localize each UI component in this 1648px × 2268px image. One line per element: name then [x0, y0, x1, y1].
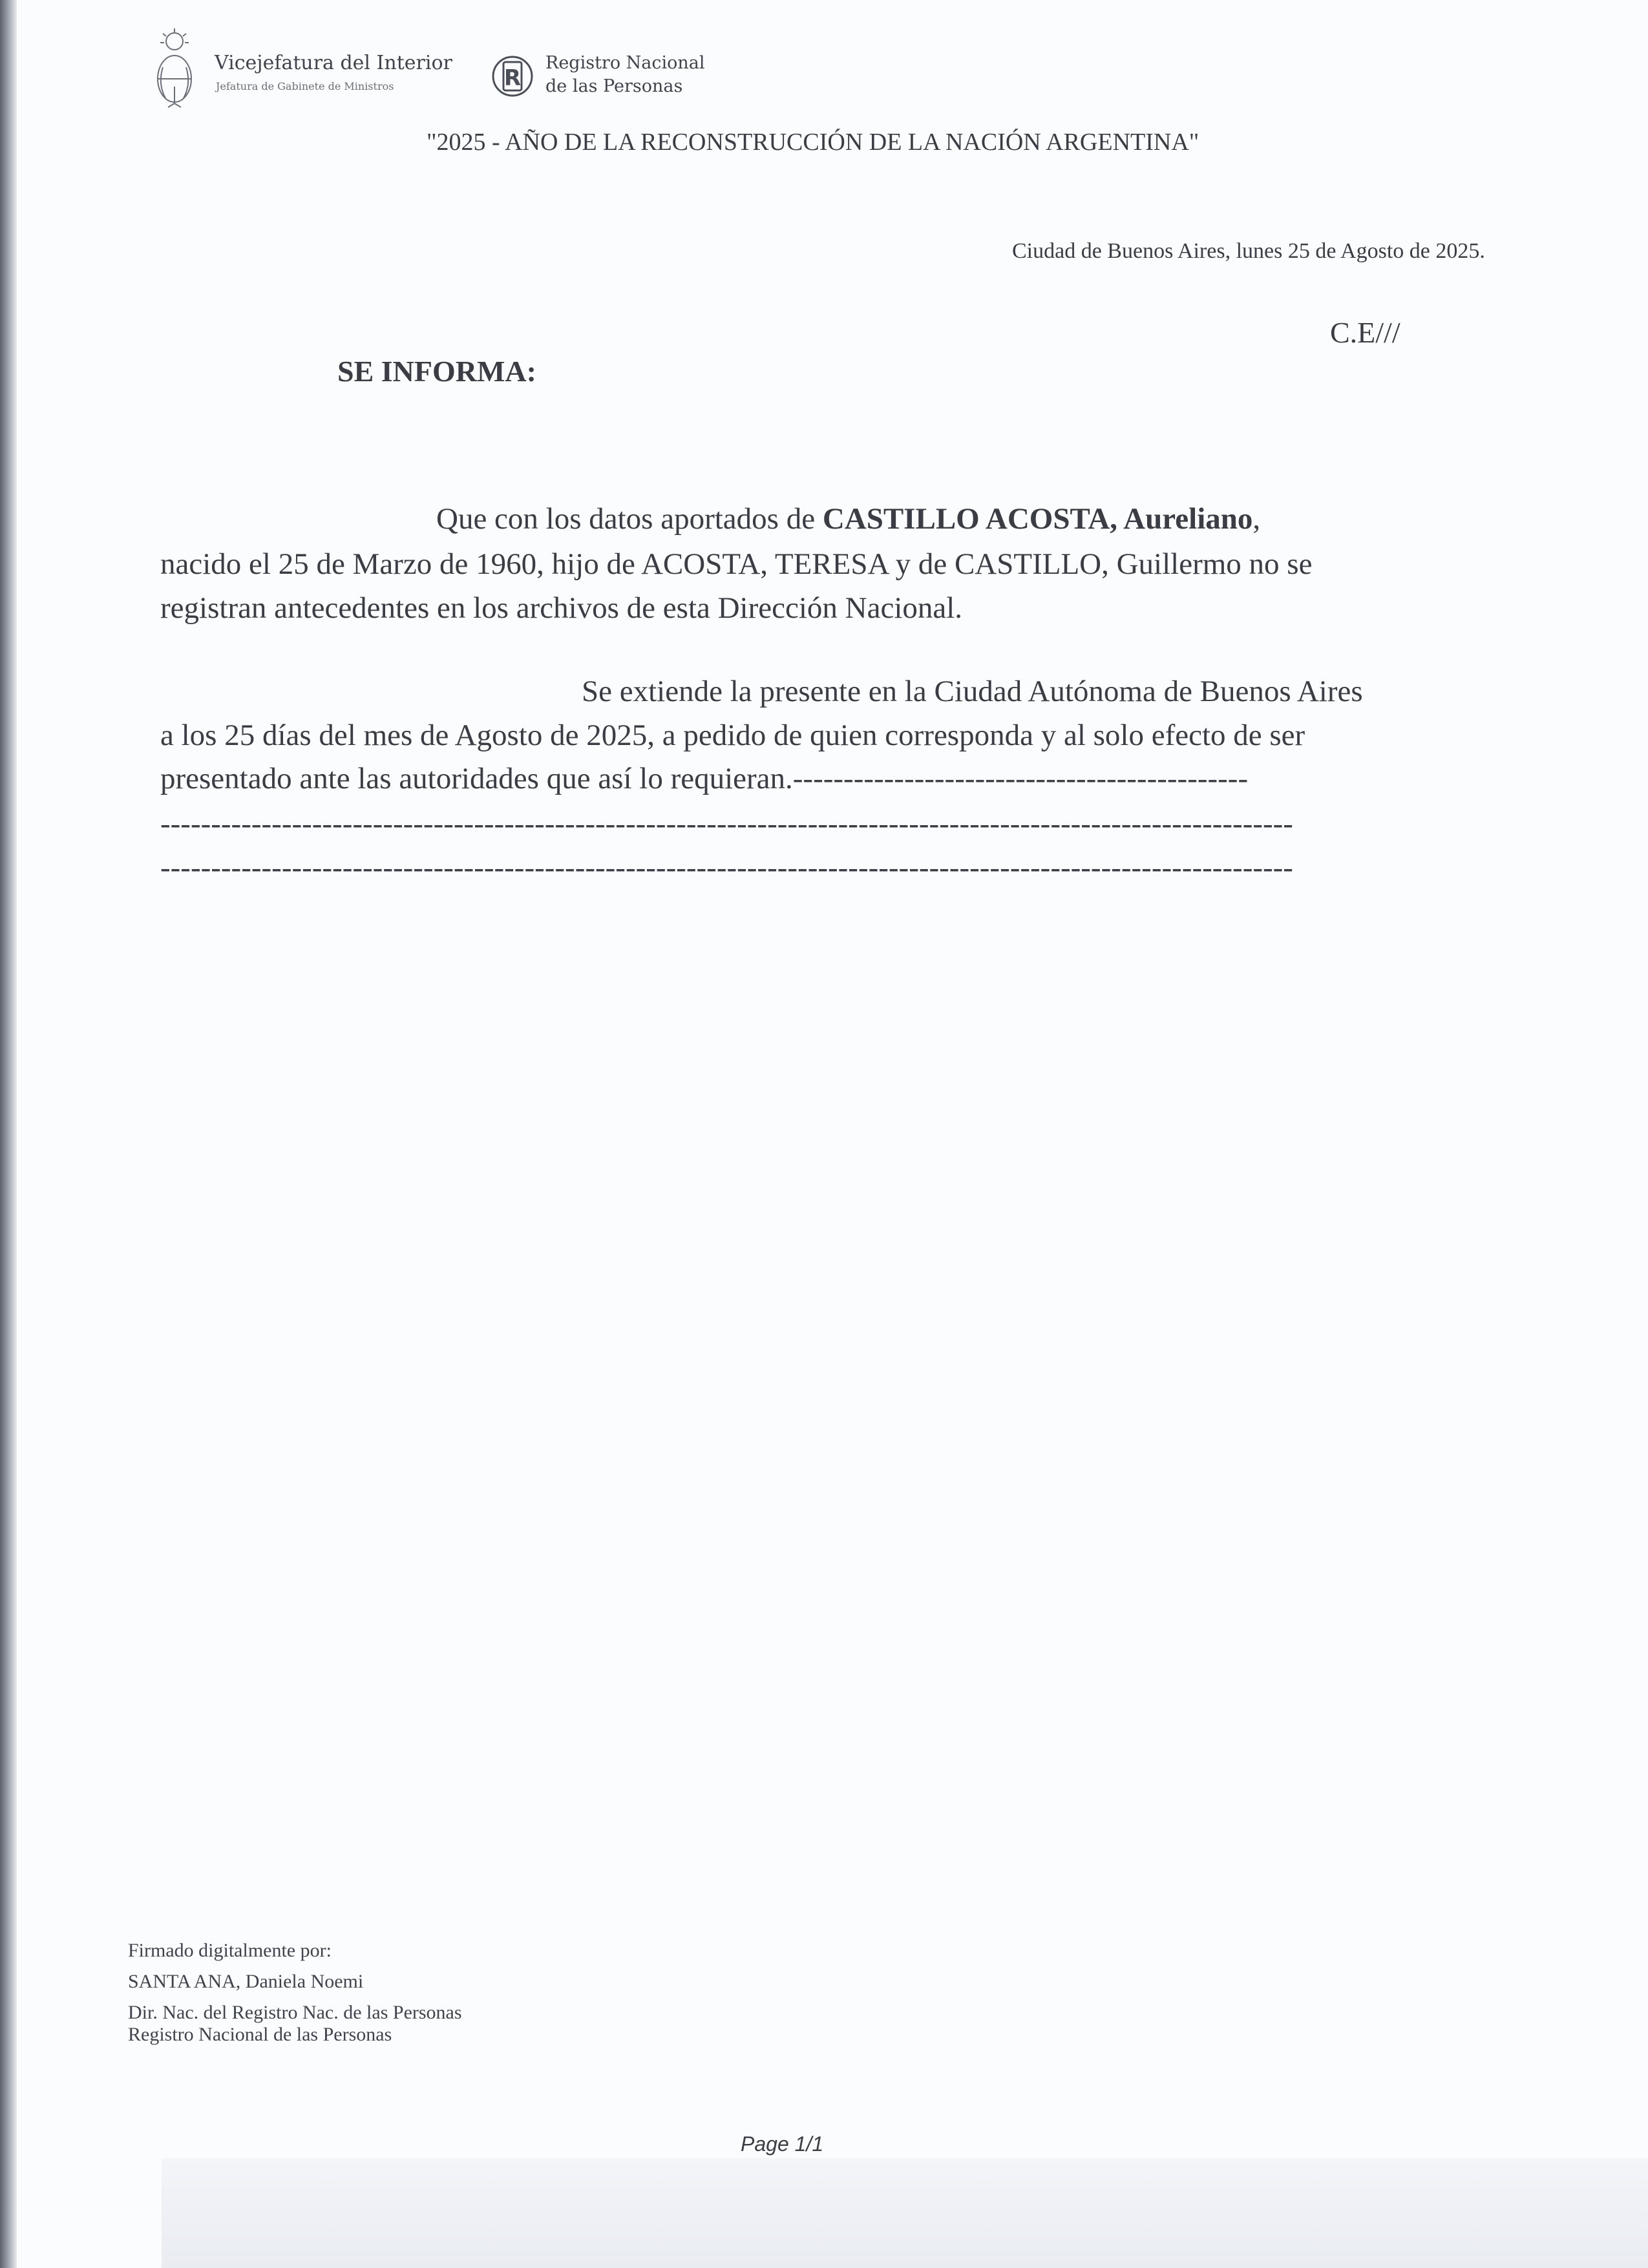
dash-fill-line2: ---------------------------------------------------------------------------------------------------------------- — [160, 853, 1293, 883]
reference-code: C.E/// — [1330, 316, 1400, 349]
signer-role: Dir. Nac. del Registro Nac. de las Personas — [128, 2002, 462, 2023]
year-motto: "2025 - AÑO DE LA RECONSTRUCCIÓN DE LA NACIÓN ARGENTINA" — [427, 129, 1199, 156]
paragraph1-line2: nacido el 25 de Marzo de 1960, hijo de ACOSTA, TERESA y de CASTILLO, Guillermo no se — [160, 547, 1313, 581]
registry-name-line1: Registro Nacional — [545, 53, 705, 73]
page-number: Page 1/1 — [741, 2132, 824, 2156]
signature-label: Firmado digitalmente por: — [128, 1940, 332, 1961]
dash-fill-line1: ---------------------------------------------------------------------------------------------------------------- — [160, 809, 1293, 839]
paragraph1-comma: , — [1252, 502, 1261, 536]
paragraph1-intro: Que con los datos aportados de — [436, 502, 823, 536]
paragraph1-line1 — [436, 504, 1260, 534]
renaper-r-logo-icon — [490, 44, 535, 109]
signer-name: SANTA ANA, Daniela Noemi — [128, 1971, 364, 1992]
scan-bottom-edge — [162, 2158, 1648, 2268]
registry-name-line2: de las Personas — [545, 76, 683, 96]
scan-left-edge — [0, 0, 17, 2268]
signer-organization: Registro Nacional de las Personas — [128, 2024, 392, 2045]
date-line: Ciudad de Buenos Aires, lunes 25 de Agosto de 2025. — [1012, 239, 1485, 263]
paragraph2-line3: presentado ante las autoridades que así lo requieran.--------------------------------------------- — [160, 762, 1249, 795]
paragraph2-line2: a los 25 días del mes de Agosto de 2025, a pedido de quien corresponda y al solo efecto de ser — [160, 719, 1305, 752]
org-subtitle: Jefatura de Gabinete de Ministros — [216, 80, 394, 92]
heading: SE INFORMA: — [337, 355, 536, 388]
argentina-coat-of-arms-icon — [149, 25, 200, 115]
letterhead — [149, 25, 730, 121]
org-title: Vicejefatura del Interior — [215, 52, 452, 74]
paragraph2-line1: Se extiende la presente en la Ciudad Autónoma de Buenos Aires — [582, 675, 1363, 708]
paragraph1-line3: registran antecedentes en los archivos de esta Dirección Nacional. — [160, 591, 963, 625]
subject-name: CASTILLO ACOSTA, Aureliano — [822, 502, 1253, 536]
svg-text:R: R — [503, 65, 522, 91]
